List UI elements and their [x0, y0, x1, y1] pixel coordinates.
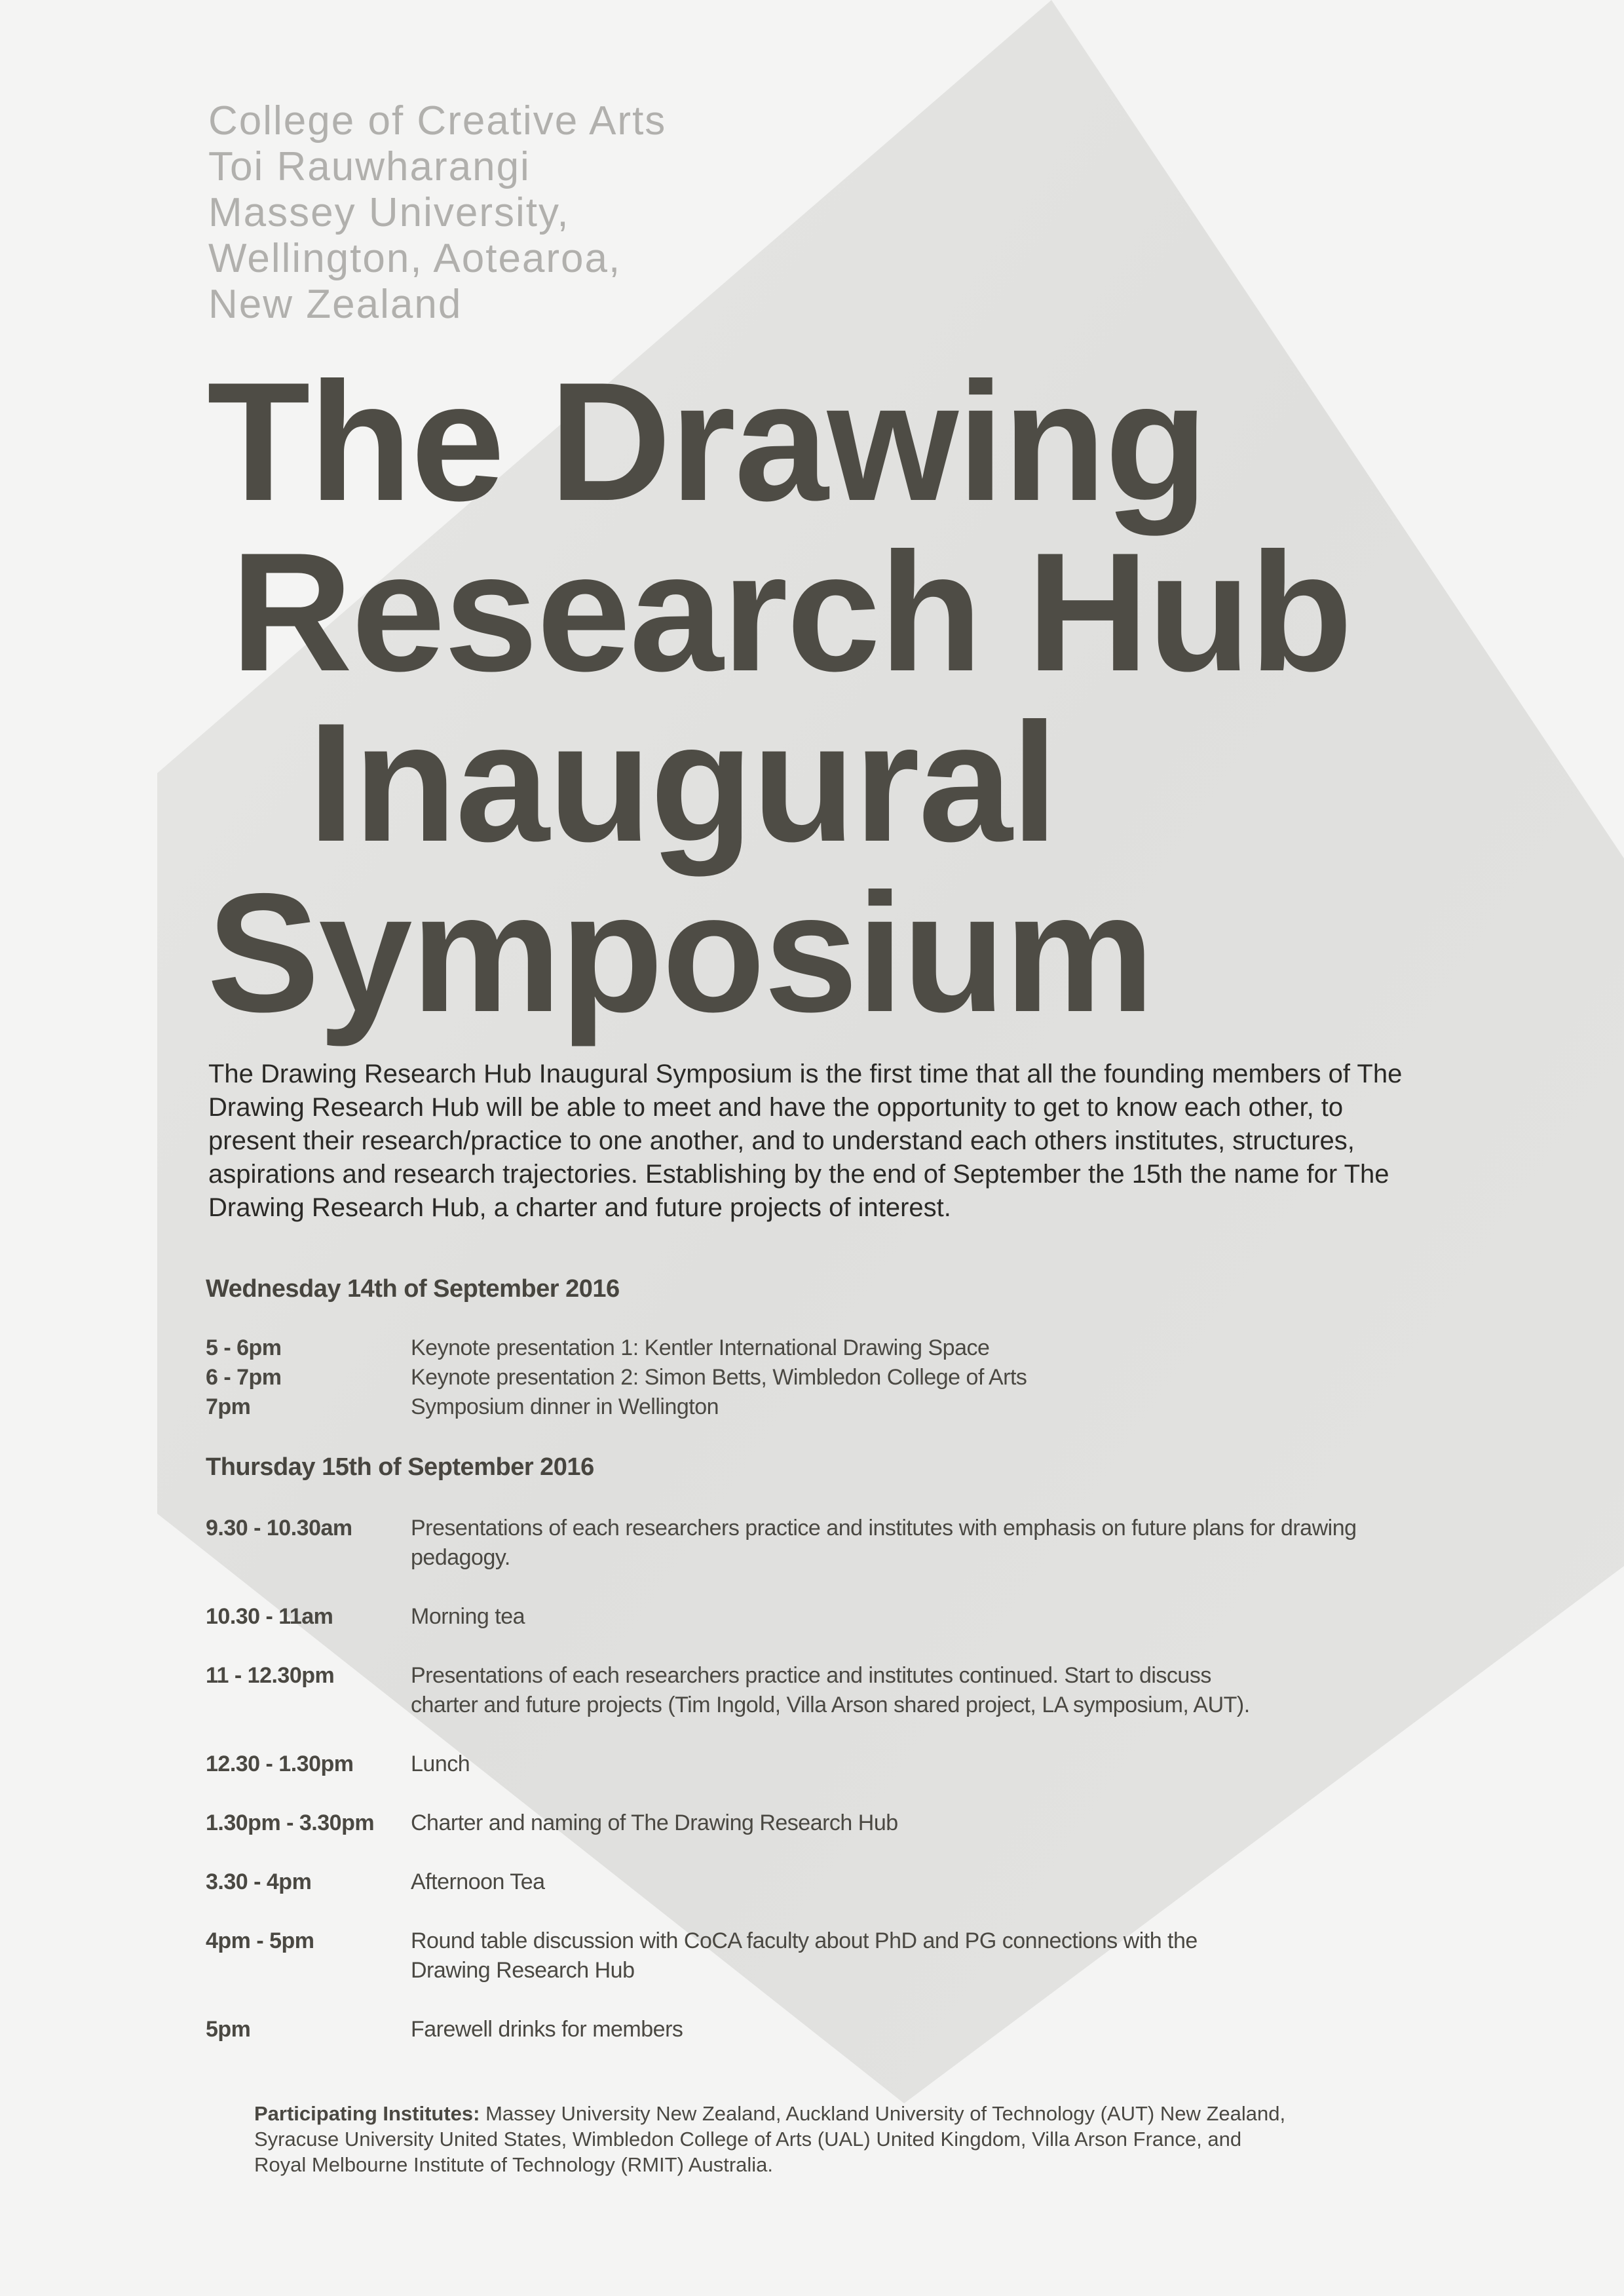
intro-line: aspirations and research trajectories. Establishing by the end of September the 15th the name for The — [208, 1160, 1389, 1189]
college-line: Toi Rauwharangi — [208, 144, 531, 189]
college-line: Wellington, Aotearoa, — [208, 236, 622, 281]
schedule-time: 11 - 12.30pm — [206, 1663, 335, 1688]
schedule-desc — [411, 1926, 1198, 1985]
footer-line — [254, 2101, 1394, 2126]
schedule-desc: Farewell drinks for members — [411, 2017, 683, 2042]
schedule-time: 5pm — [206, 2017, 251, 2042]
schedule-time: 1.30pm - 3.30pm — [206, 1810, 375, 1835]
title-line-1: The Drawing — [207, 347, 1207, 536]
schedule-desc — [411, 1661, 1250, 1720]
participating-institutes — [254, 2101, 1394, 2177]
intro-line: Drawing Research Hub, a charter and future projects of interest. — [208, 1193, 951, 1222]
intro-line: The Drawing Research Hub Inaugural Symposium is the first time that all the founding members of The — [208, 1060, 1403, 1088]
footer-line: Royal Melbourne Institute of Technology (RMIT) Australia. — [254, 2153, 774, 2176]
schedule-time: 7pm — [206, 1394, 251, 1419]
intro-line: Drawing Research Hub will be able to meet and have the opportunity to get to know each other, to — [208, 1093, 1344, 1122]
title-line-4: Symposium — [207, 858, 1154, 1047]
schedule-time: 10.30 - 11am — [206, 1604, 333, 1629]
schedule-time: 3.30 - 4pm — [206, 1869, 312, 1894]
college-line: New Zealand — [208, 282, 463, 327]
college-address — [208, 98, 994, 328]
schedule-time: 12.30 - 1.30pm — [206, 1751, 354, 1776]
schedule-desc — [411, 1514, 1357, 1573]
schedule-desc: Morning tea — [411, 1604, 525, 1629]
schedule-desc: Keynote presentation 2: Simon Betts, Wimbledon College of Arts — [411, 1365, 1027, 1390]
schedule-time: 6 - 7pm — [206, 1365, 282, 1390]
schedule-desc-line: charter and future projects (Tim Ingold, Villa Arson shared project, LA symposium, AUT). — [411, 1693, 1250, 1717]
schedule-desc: Symposium dinner in Wellington — [411, 1394, 719, 1419]
intro-paragraph — [208, 1058, 1453, 1225]
schedule-desc: Charter and naming of The Drawing Research Hub — [411, 1810, 898, 1835]
schedule-time: 5 - 6pm — [206, 1335, 282, 1360]
schedule-desc: Lunch — [411, 1751, 470, 1776]
schedule-time: 9.30 - 10.30am — [206, 1516, 352, 1540]
intro-line: present their research/practice to one another, and to understand each others institutes, structures, — [208, 1126, 1355, 1155]
college-line: Massey University, — [208, 190, 570, 235]
day-heading-wednesday: Wednesday 14th of September 2016 — [206, 1275, 620, 1303]
schedule-desc-line: Drawing Research Hub — [411, 1958, 635, 1983]
footer-text: Massey University New Zealand, Auckland University of Technology (AUT) New Zealand, — [485, 2102, 1286, 2125]
schedule-desc: Keynote presentation 1: Kentler International Drawing Space — [411, 1335, 990, 1360]
schedule-desc-line: pedagogy. — [411, 1545, 510, 1570]
schedule-time: 4pm - 5pm — [206, 1928, 314, 1953]
title-line-3: Inaugural — [308, 687, 1057, 877]
schedule-desc-line: Presentations of each researchers practice and institutes with emphasis on future plans for drawing — [411, 1516, 1357, 1540]
schedule-desc-line: Round table discussion with CoCA faculty about PhD and PG connections with the — [411, 1928, 1198, 1953]
schedule-desc: Afternoon Tea — [411, 1869, 545, 1894]
schedule-desc-line: Presentations of each researchers practice and institutes continued. Start to discuss — [411, 1663, 1211, 1688]
footer-label: Participating Institutes: — [254, 2102, 480, 2125]
college-line: College of Creative Arts — [208, 98, 667, 144]
footer-line: Syracuse University United States, Wimbledon College of Arts (UAL) United Kingdom, Villa Arson France, and — [254, 2128, 1242, 2151]
day-heading-thursday: Thursday 15th of September 2016 — [206, 1453, 594, 1481]
title-line-2: Research Hub — [231, 517, 1351, 706]
